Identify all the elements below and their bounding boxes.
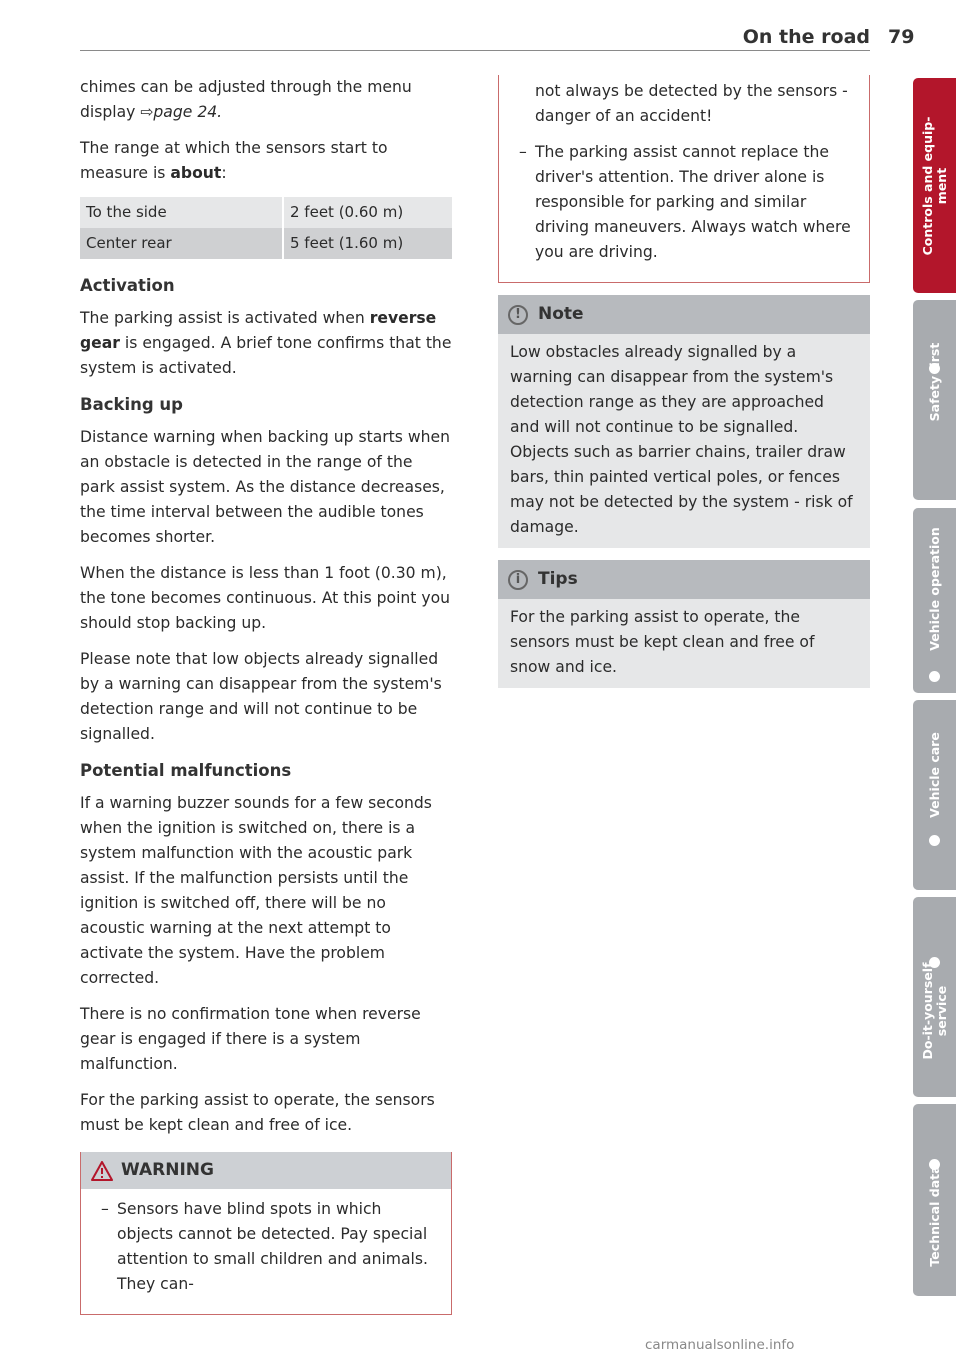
warning-body	[81, 1189, 451, 1314]
chapter-tabs	[913, 0, 956, 1361]
range-table	[80, 197, 452, 259]
page-reference-link[interactable]: ⇨page 24.	[140, 103, 223, 121]
tips-header	[498, 560, 870, 599]
warning-continuation: not always be detected by the sensors - danger of an accident!	[535, 82, 848, 125]
watermark-text: carmanualsonline.info	[645, 1337, 795, 1353]
malfunction-paragraph: For the parking assist to operate, the sensors must be kept clean and free of ice.	[80, 1091, 435, 1134]
tab-label: Vehicle operation	[926, 526, 942, 651]
backing-heading: Backing up	[80, 395, 183, 414]
tab-label: Controls and equip- ment	[919, 116, 949, 255]
tab-vehicle-care[interactable]	[913, 700, 956, 890]
malfunction-heading: Potential malfunctions	[80, 761, 292, 780]
warning-item: – Sensors have blind spots in which objects cannot be detected. Pay special attention to small children and animals. They can-	[101, 1200, 428, 1293]
backing-paragraph: Please note that low objects already signalled by a warning can disappear from the system's detection range and will not continue to be signalled.	[80, 650, 442, 743]
tab-dot-icon	[929, 835, 940, 846]
note-header	[498, 295, 870, 334]
tab-label: Vehicle care	[926, 732, 942, 818]
warning-triangle-icon	[91, 1161, 113, 1181]
activation-paragraph: The parking assist is activated when reverse gear is engaged. A brief tone confirms that the system is activated.	[80, 309, 452, 377]
header-rule	[80, 50, 870, 51]
tab-technical-data[interactable]	[913, 1104, 956, 1296]
malfunction-paragraph: If a warning buzzer sounds for a few seconds when the ignition is switched on, there is a system malfunction with the acoustic park assist. If the malfunction persists until the ignition is switched off, there will be no acoustic warning at the next attempt to activate the system. Have the problem corrected.	[80, 794, 432, 987]
tab-safety-first[interactable]	[913, 300, 956, 500]
table-cell-distance: 2 feet (0.60 m)	[283, 197, 452, 228]
tips-text: For the parking assist to operate, the sensors must be kept clean and free of snow and ice.	[510, 608, 815, 676]
exclamation-circle-icon: !	[508, 305, 528, 325]
note-text: Low obstacles already signalled by a warning can disappear from the system's detection range as they are approached and will not continue to be signalled. Objects such as barrier chains, trailer draw bars, thin painted vertical poles, or fences may not be detected by the system - risk of damage.	[510, 343, 853, 536]
tab-label: Technical data	[926, 1165, 942, 1267]
tab-label: Do-it-yourself service	[919, 962, 949, 1060]
table-row	[80, 197, 452, 228]
tab-label: Safety first	[926, 342, 942, 422]
tab-vehicle-operation[interactable]	[913, 508, 956, 693]
table-row	[80, 228, 452, 259]
malfunction-paragraph: There is no confirmation tone when reverse gear is engaged if there is a system malfunction.	[80, 1005, 421, 1073]
tab-controls-and-equipment[interactable]	[913, 78, 956, 293]
page-number: 79	[888, 26, 915, 48]
tab-dot-icon	[929, 671, 940, 682]
backing-paragraph: When the distance is less than 1 foot (0.30 m), the tone becomes continuous. At this point you should stop backing up.	[80, 564, 451, 632]
intro-paragraph: chimes can be adjusted through the menu display ⇨page 24.	[80, 78, 412, 121]
warning-continuation-box	[498, 75, 870, 283]
tips-title: Tips	[538, 569, 578, 589]
right-column	[498, 75, 870, 700]
warning-header	[81, 1152, 451, 1189]
range-intro: The range at which the sensors start to measure is about:	[80, 139, 388, 182]
warning-title: WARNING	[121, 1160, 214, 1180]
note-title: Note	[538, 304, 584, 324]
tips-body	[498, 599, 870, 688]
section-title: On the road	[742, 26, 870, 48]
left-column	[80, 75, 452, 1315]
table-cell-distance: 5 feet (1.60 m)	[283, 228, 452, 259]
tab-do-it-yourself-service[interactable]	[913, 897, 956, 1097]
warning-item: – The parking assist cannot replace the driver's attention. The driver alone is responsible for parking and similar driving maneuvers. Always watch where you are driving.	[519, 143, 851, 261]
activation-heading: Activation	[80, 276, 175, 295]
info-circle-icon: i	[508, 570, 528, 590]
backing-paragraph: Distance warning when backing up starts when an obstacle is detected in the range of the park assist system. As the distance decreases, the time interval between the audible tones becomes shorter.	[80, 428, 450, 546]
warning-box	[80, 1152, 452, 1315]
note-body	[498, 334, 870, 548]
table-cell-position: Center rear	[80, 228, 283, 259]
table-cell-position: To the side	[80, 197, 283, 228]
